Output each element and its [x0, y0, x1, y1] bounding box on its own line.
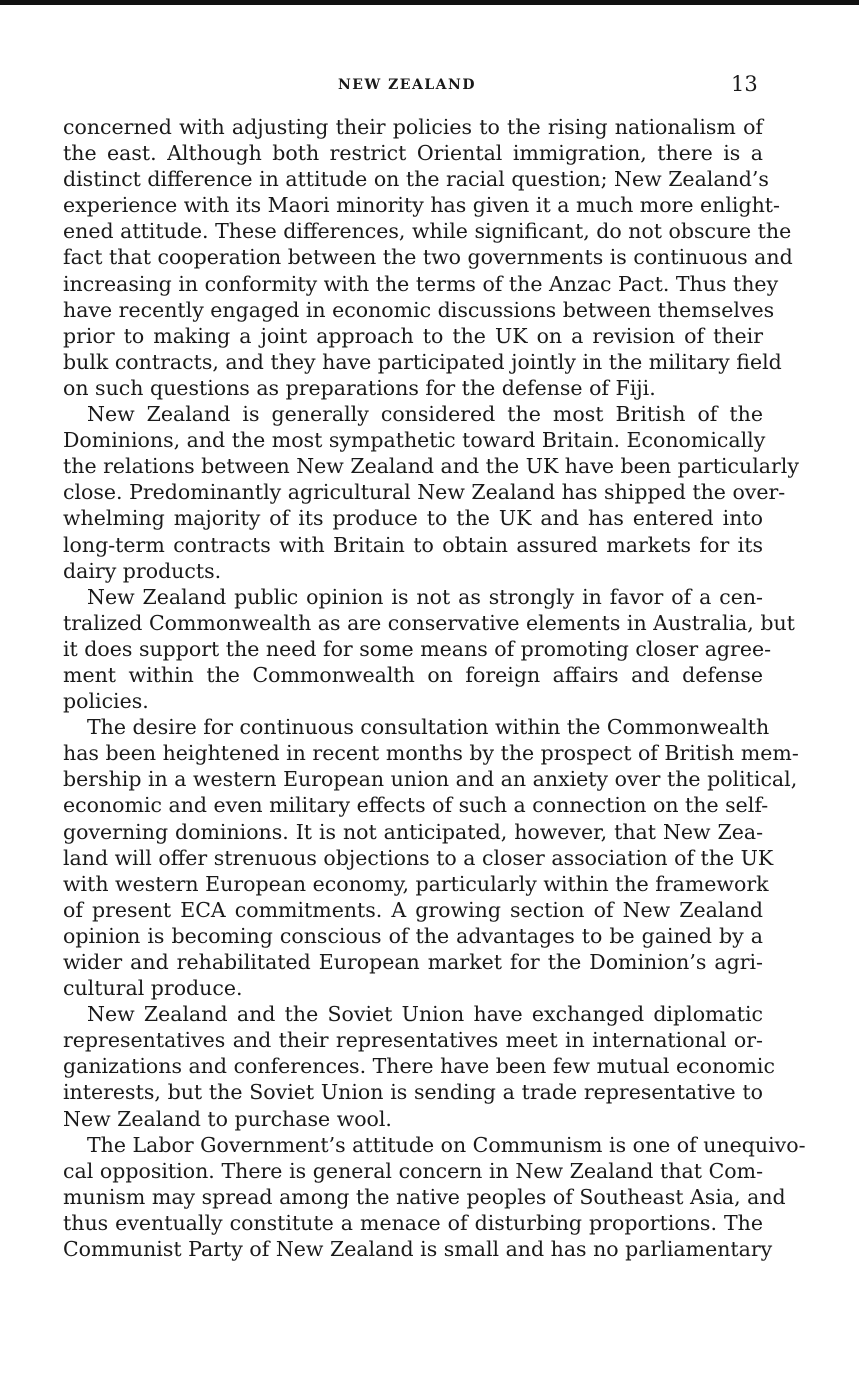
text-line: New Zealand to purchase wool.	[63, 1106, 392, 1131]
text-line: representatives and their representatives meet in international or-	[63, 1028, 763, 1053]
text-line: bership in a western European union and an anxiety over the political,	[63, 767, 798, 792]
text-line: with western European economy, particularly within the framework	[63, 871, 769, 896]
text-line: land will offer strenuous objections to a closer association of the UK	[63, 845, 774, 870]
text-line: The desire for continuous consultation within the Commonwealth	[87, 715, 770, 740]
running-title: NEW ZEALAND	[338, 77, 476, 93]
text-line: thus eventually constitute a menace of disturbing proportions. The	[63, 1210, 763, 1235]
text-line: economic and even military effects of such a connection on the self-	[63, 793, 769, 818]
text-line: New Zealand is generally considered the most British of the	[87, 402, 763, 427]
text-line: ganizations and conferences. There have been few mutual economic	[63, 1054, 775, 1079]
text-line: munism may spread among the native peoples of Southeast Asia, and	[63, 1184, 786, 1209]
text-line: governing dominions. It is not anticipated, however, that New Zea-	[63, 819, 763, 844]
text-line: dairy products.	[63, 558, 222, 583]
body-text	[63, 114, 806, 1262]
text-line: Dominions, and the most sympathetic toward Britain. Economically	[63, 428, 766, 453]
text-line: the east. Although both restrict Oriental immigration, there is a	[63, 141, 763, 166]
text-line: The Labor Government’s attitude on Communism is one of unequivo-	[87, 1132, 806, 1157]
text-line: it does support the need for some means of promoting closer agree-	[63, 636, 772, 661]
text-line: prior to making a joint approach to the UK on a revision of their	[63, 323, 763, 348]
text-line: long-term contracts with Britain to obtain assured markets for its	[63, 532, 763, 557]
text-line: whelming majority of its produce to the UK and has entered into	[63, 506, 763, 531]
text-line: cultural produce.	[63, 976, 243, 1001]
text-line: wider and rehabilitated European market for the Dominion’s agri-	[63, 950, 763, 974]
text-line: bulk contracts, and they have participated jointly in the military field	[63, 349, 782, 374]
text-line: experience with its Maori minority has given it a much more enlight-	[63, 193, 780, 218]
text-line: have recently engaged in economic discussions between themselves	[63, 297, 775, 322]
text-line: increasing in conformity with the terms of the Anzac Pact. Thus they	[63, 271, 779, 296]
text-line: Communist Party of New Zealand is small and has no parliamentary	[63, 1237, 773, 1262]
text-line: close. Predominantly agricultural New Zealand has shipped the over-	[63, 480, 786, 505]
text-line: ened attitude. These differences, while significant, do not obscure the	[63, 219, 792, 244]
text-line: of present ECA commitments. A growing section of New Zealand	[63, 897, 763, 922]
text-line: on such questions as preparations for the defense of Fiji.	[63, 375, 656, 400]
text-line: ment within the Commonwealth on foreign affairs and defense	[63, 662, 763, 687]
text-line: interests, but the Soviet Union is sending a trade representative to	[63, 1080, 763, 1105]
text-line: policies.	[63, 689, 149, 714]
text-line: has been heightened in recent months by the prospect of British mem-	[63, 741, 799, 766]
text-line: cal opposition. There is general concern in New Zealand that Com-	[63, 1158, 763, 1183]
text-line: New Zealand public opinion is not as strongly in favor of a cen-	[87, 584, 763, 609]
text-line: the relations between New Zealand and the UK have been particularly	[63, 454, 799, 479]
page-top-border	[0, 0, 859, 5]
text-line: concerned with adjusting their policies to the rising nationalism of	[63, 115, 763, 139]
text-line: New Zealand and the Soviet Union have exchanged diplomatic	[87, 1002, 763, 1027]
running-head	[0, 74, 859, 98]
text-line: tralized Commonwealth as are conservative elements in Australia, but	[63, 610, 795, 635]
page-number: 13	[731, 72, 758, 96]
text-line: opinion is becoming conscious of the advantages to be gained by a	[63, 923, 763, 948]
text-line: fact that cooperation between the two governments is continuous and	[63, 245, 793, 270]
text-line: distinct difference in attitude on the racial question; New Zealand’s	[63, 167, 769, 192]
